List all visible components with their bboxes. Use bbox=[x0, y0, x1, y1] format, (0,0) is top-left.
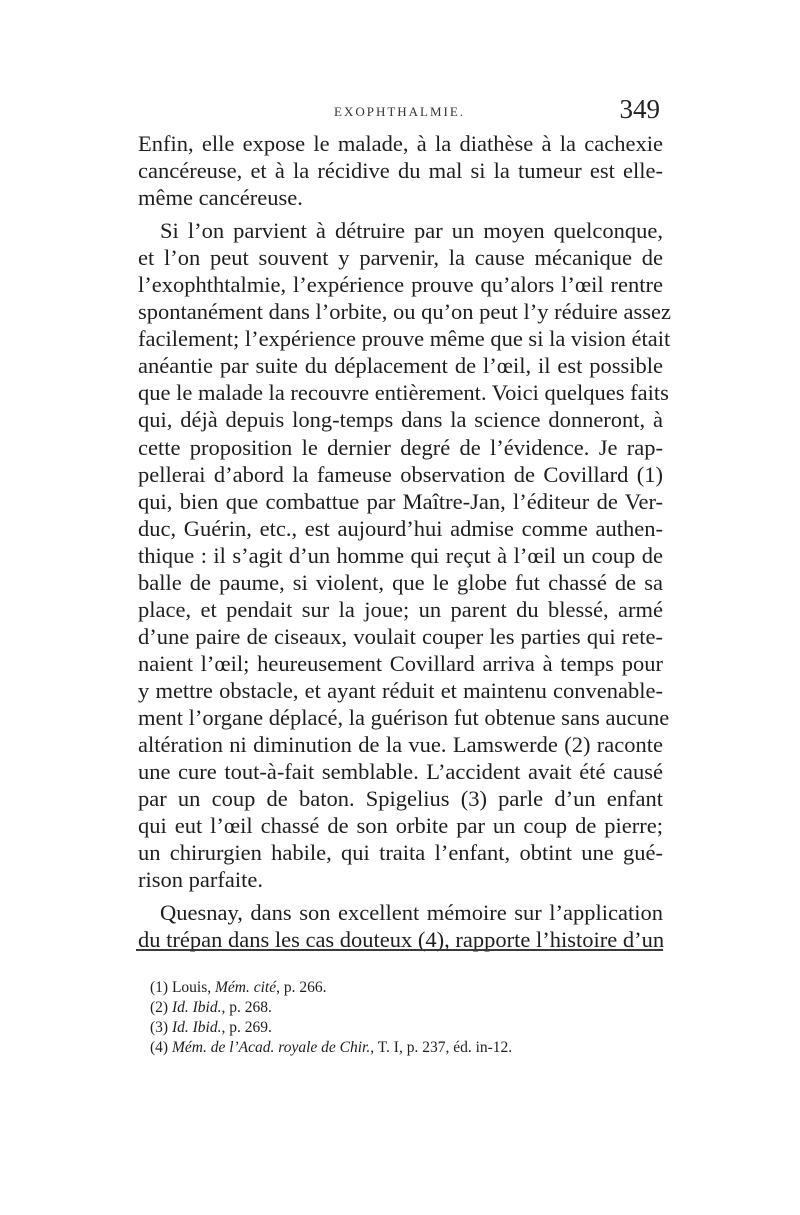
text-line: duc, Guérin, etc., est aujourd’hui admise comme authen- bbox=[138, 515, 663, 541]
text-line: un chirurgien habile, qui traita l’enfant, obtint une gué- bbox=[138, 840, 663, 866]
paragraph bbox=[138, 217, 671, 893]
text-line: Enfin, elle expose le malade, à la diathèse à la cachexie bbox=[138, 131, 663, 156]
text-line: naient l’œil; heureusement Covillard arriva à temps pour bbox=[138, 650, 663, 676]
footnote-text: Louis, bbox=[168, 979, 216, 996]
text-line: spontanément dans l’orbite, ou qu’on peut l’y réduire assez bbox=[138, 299, 671, 325]
text-line: anéantie par suite du déplacement de l’œil, il est possible bbox=[138, 353, 663, 379]
text-line: pellerai d’abord la fameuse observation de Covillard (1) bbox=[138, 461, 663, 487]
text-line: rison parfaite. bbox=[138, 867, 263, 893]
text-line: thique : il s’agit d’un homme qui reçut à l’œil un coup de bbox=[138, 542, 663, 568]
text-line: y mettre obstacle, et ayant réduit et maintenu convenable- bbox=[138, 677, 663, 703]
footnote bbox=[150, 1018, 650, 1038]
footnote-number: (2) bbox=[150, 999, 169, 1016]
text-line: facilement; l’expérience prouve même que si la vision était bbox=[138, 326, 671, 352]
footnote-text: Mém. de l’Acad. royale de Chir. bbox=[168, 1039, 371, 1056]
text-line: d’une paire de ciseaux, voulait couper les parties qui rete- bbox=[138, 623, 663, 649]
footnote bbox=[150, 1038, 650, 1058]
text-line: du trépan dans les cas douteux (4), rapporte l’histoire d’un bbox=[138, 927, 665, 953]
text-line: par un coup de baton. Spigelius (3) parle d’un enfant bbox=[138, 786, 663, 812]
page-number: 349 bbox=[619, 94, 660, 124]
text-line: une cure tout-à-fait semblable. L’accident avait été causé bbox=[138, 759, 663, 785]
text-line: qui eut l’œil chassé de son orbite par un coup de pierre; bbox=[138, 813, 663, 839]
footnote-text: , p. 269. bbox=[221, 1019, 272, 1036]
paragraph bbox=[138, 899, 663, 953]
footnote-text: , T. I, p. 237, éd. in-12. bbox=[370, 1039, 513, 1056]
text-line: et l’on peut souvent y parvenir, la cause mécanique de bbox=[138, 245, 663, 271]
body-text bbox=[138, 130, 671, 953]
paragraph bbox=[138, 130, 663, 211]
text-line: même cancéreuse. bbox=[138, 185, 303, 211]
footnotes bbox=[150, 978, 650, 1058]
footnote-number: (3) bbox=[150, 1019, 169, 1036]
text-line: que le malade la recouvre entièrement. Voici quelques faits bbox=[138, 380, 669, 406]
footnote-text: , p. 266. bbox=[276, 979, 327, 996]
text-line: Quesnay, dans son excellent mémoire sur l’application bbox=[160, 900, 663, 926]
running-title: EXOPHTHALMIE. bbox=[334, 104, 466, 119]
text-line: place, et pendait sur la joue; un parent du blessé, armé bbox=[138, 596, 663, 622]
footnote-number: (4) bbox=[150, 1039, 169, 1056]
text-line: cette proposition le dernier degré de l’évidence. Je rap- bbox=[138, 434, 663, 460]
footnote-text: Id. Ibid. bbox=[168, 1019, 222, 1036]
text-line: qui, déjà depuis long-temps dans la science donneront, à bbox=[138, 407, 663, 433]
text-line: altération ni diminution de la vue. Lamswerde (2) raconte bbox=[138, 732, 663, 758]
footnote-number: (1) bbox=[150, 979, 169, 996]
footnote-text: Id. Ibid. bbox=[168, 999, 222, 1016]
text-line: balle de paume, si violent, que le globe fut chassé de sa bbox=[138, 569, 663, 595]
footnote-rule bbox=[136, 949, 663, 951]
footnote-text: , p. 268. bbox=[221, 999, 272, 1016]
footnote bbox=[150, 998, 650, 1018]
running-head bbox=[138, 94, 660, 128]
text-line: ment l’organe déplacé, la guérison fut obtenue sans aucune bbox=[138, 704, 670, 730]
text-line: Si l’on parvient à détruire par un moyen quelconque, bbox=[160, 218, 663, 244]
footnote bbox=[150, 978, 650, 998]
text-line: qui, bien que combattue par Maître-Jan, l’éditeur de Ver- bbox=[138, 488, 663, 514]
text-line: l’exophthtalmie, l’expérience prouve qu’alors l’œil rentre bbox=[138, 272, 663, 298]
text-line: cancéreuse, et à la récidive du mal si la tumeur est elle- bbox=[138, 158, 663, 184]
footnote-text: Mém. cité bbox=[215, 979, 277, 996]
